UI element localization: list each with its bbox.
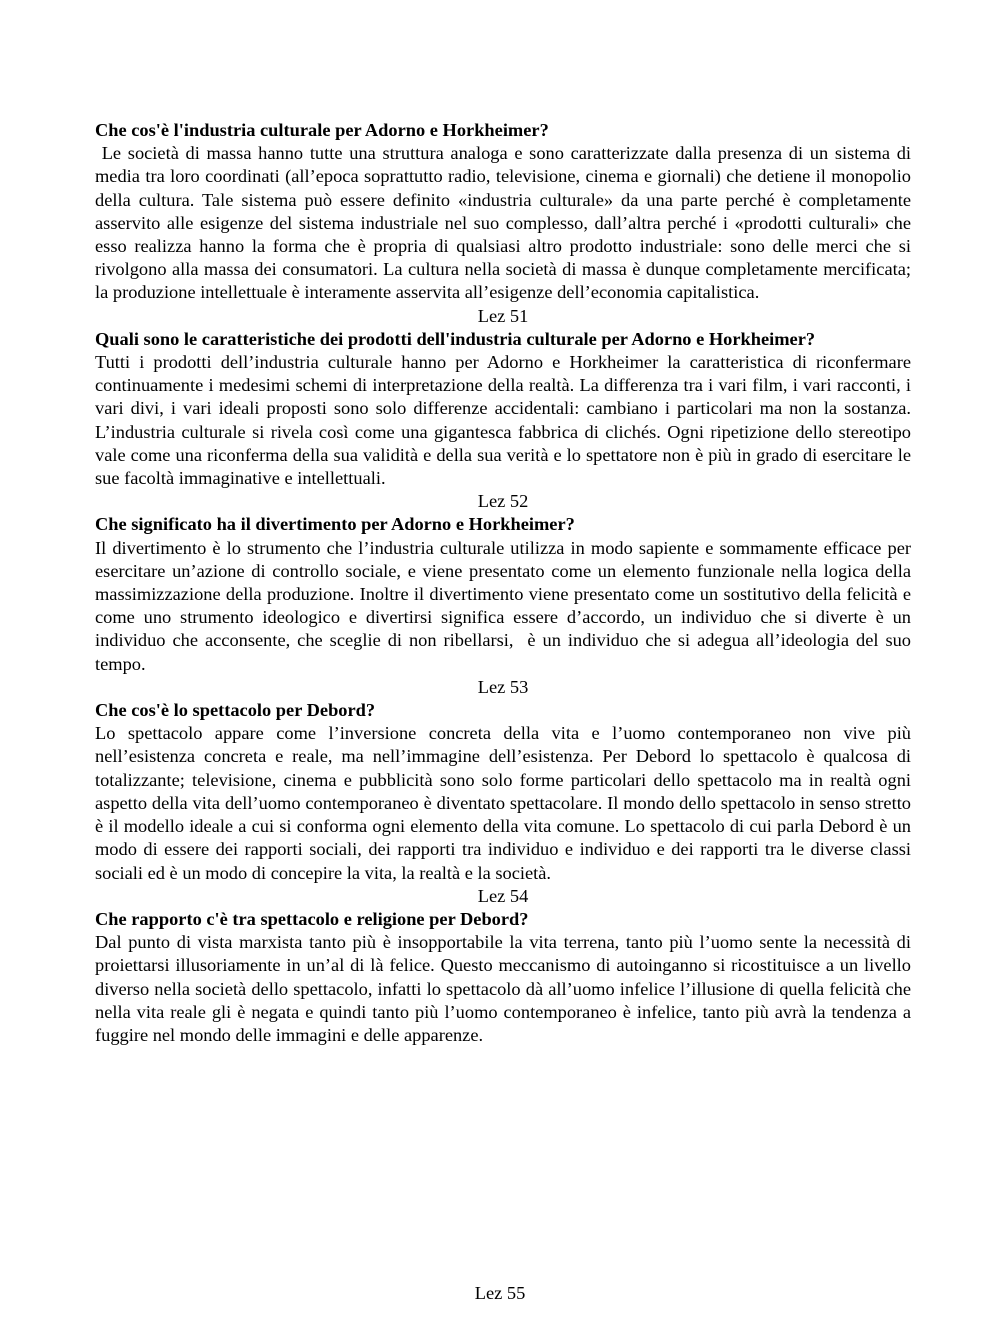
question-heading: Che cos'è l'industria culturale per Adorno e Horkheimer? (95, 120, 549, 140)
question-heading: Che cos'è lo spettacolo per Debord? (95, 700, 376, 721)
answer-paragraph: Il divertimento è lo strumento che l’industria culturale utilizza in modo sapiente e sommamente efficace per esercitare un’azione di controllo sociale, e viene presentato come un elemento funzionale nella logica della massimizzazione della produzione. Inoltre il divertimento viene presentato come un sostitutivo della felicità e come uno strumento ideologico e divertirsi significa essere d’accordo, un individuo che si diverte è un individuo che acconsente, che sceglie di non ribellarsi, è un individuo che si adegua all’ideologia del suo tempo. (95, 537, 916, 674)
question-heading: Che significato ha il divertimento per Adorno e Horkheimer? (95, 514, 575, 535)
footer-lesson-marker: Lez 55 (474, 1283, 526, 1303)
answer-paragraph: Le società di massa hanno tutte una struttura analoga e sono caratterizzate dalla presenza di un sistema di media tra loro coordinati (all’epoca soprattutto radio, televisione, cinema e giornali) che detiene il monopolio della cultura. Tale sistema può essere definito «industria culturale» da una parte perché è completamente asservito alle esigenze del sistema industriale nel suo complesso, dall’altra perché i «prodotti culturali» che esso realizza hanno la forma che è propria di qualsiasi altro prodotto industriale: sono delle merci che si rivolgono alla massa dei consumatori. La cultura nella società di massa è dunque completamente mercificata; la produzione intellettuale è interamente asservita all’esigenze dell’economia capitalistica. (95, 143, 916, 303)
question-heading: Quali sono le caratteristiche dei prodotti dell'industria culturale per Adorno e Horkheimer? (95, 328, 816, 349)
answer-paragraph: Dal punto di vista marxista tanto più è insopportabile la vita terrena, tanto più l’uomo sente la necessità di proiettarsi illusoriamente in un’al di là felice. Questo meccanismo di autoinganno si ricostituisce a un livello diverso nella società dello spettacolo, infatti lo spettacolo dà all’uomo infelice l’illusione di quella felicità che nella vita reale gli è negata e quindi tanto più l’uomo contemporaneo è infelice, tanto più avrà la tendenza a fuggire nel mondo delle immagini e delle apparenze. (95, 932, 916, 1045)
lesson-marker: Lez 53 (477, 676, 529, 697)
document-page (95, 119, 916, 1047)
lesson-marker: Lez 52 (477, 491, 529, 512)
lesson-marker: Lez 54 (477, 885, 529, 906)
lesson-marker: Lez 51 (477, 305, 529, 326)
answer-paragraph: Lo spettacolo appare come l’inversione concreta della vita e l’uomo contemporaneo non vive più nell’esistenza concreta e reale, ma nell’immagine dell’esistenza. Per Debord lo spettacolo è qualcosa di totalizzante; televisione, cinema e pubblicità sono solo forme particolari dello spettacolo ma in realtà ogni aspetto della vita dell’uomo contemporaneo è diventato spettacolare. Il mondo dello spettacolo in senso stretto è il modello ideale a cui si conforma ogni elemento della vita comune. Lo spettacolo di cui parla Debord è un modo di essere dei rapporti sociali, dei rapporti tra individuo e individuo e dei rapporti tra le diverse classi sociali ed è un modo di concepire la vita, la realtà e la società. (95, 723, 916, 883)
question-heading: Che rapporto c'è tra spettacolo e religione per Debord? (95, 908, 529, 929)
answer-paragraph: Tutti i prodotti dell’industria culturale hanno per Adorno e Horkheimer la caratteristica di riconfermare continuamente i medesimi schemi di interpretazione della realtà. La differenza tra i vari film, i vari racconti, i vari divi, i vari ideali proposti sono solo differenze accidentali: cambiano i particolari ma non la sostanza. L’industria culturale si rivela così come una gigantesca fabbrica di clichés. Ogni ripetizione dello stereotipo vale come una riconferma della sua validità e della sua verità e lo spettatore non è più in grado di esercitare le sue facoltà immaginative e intellettuali. (95, 352, 916, 489)
